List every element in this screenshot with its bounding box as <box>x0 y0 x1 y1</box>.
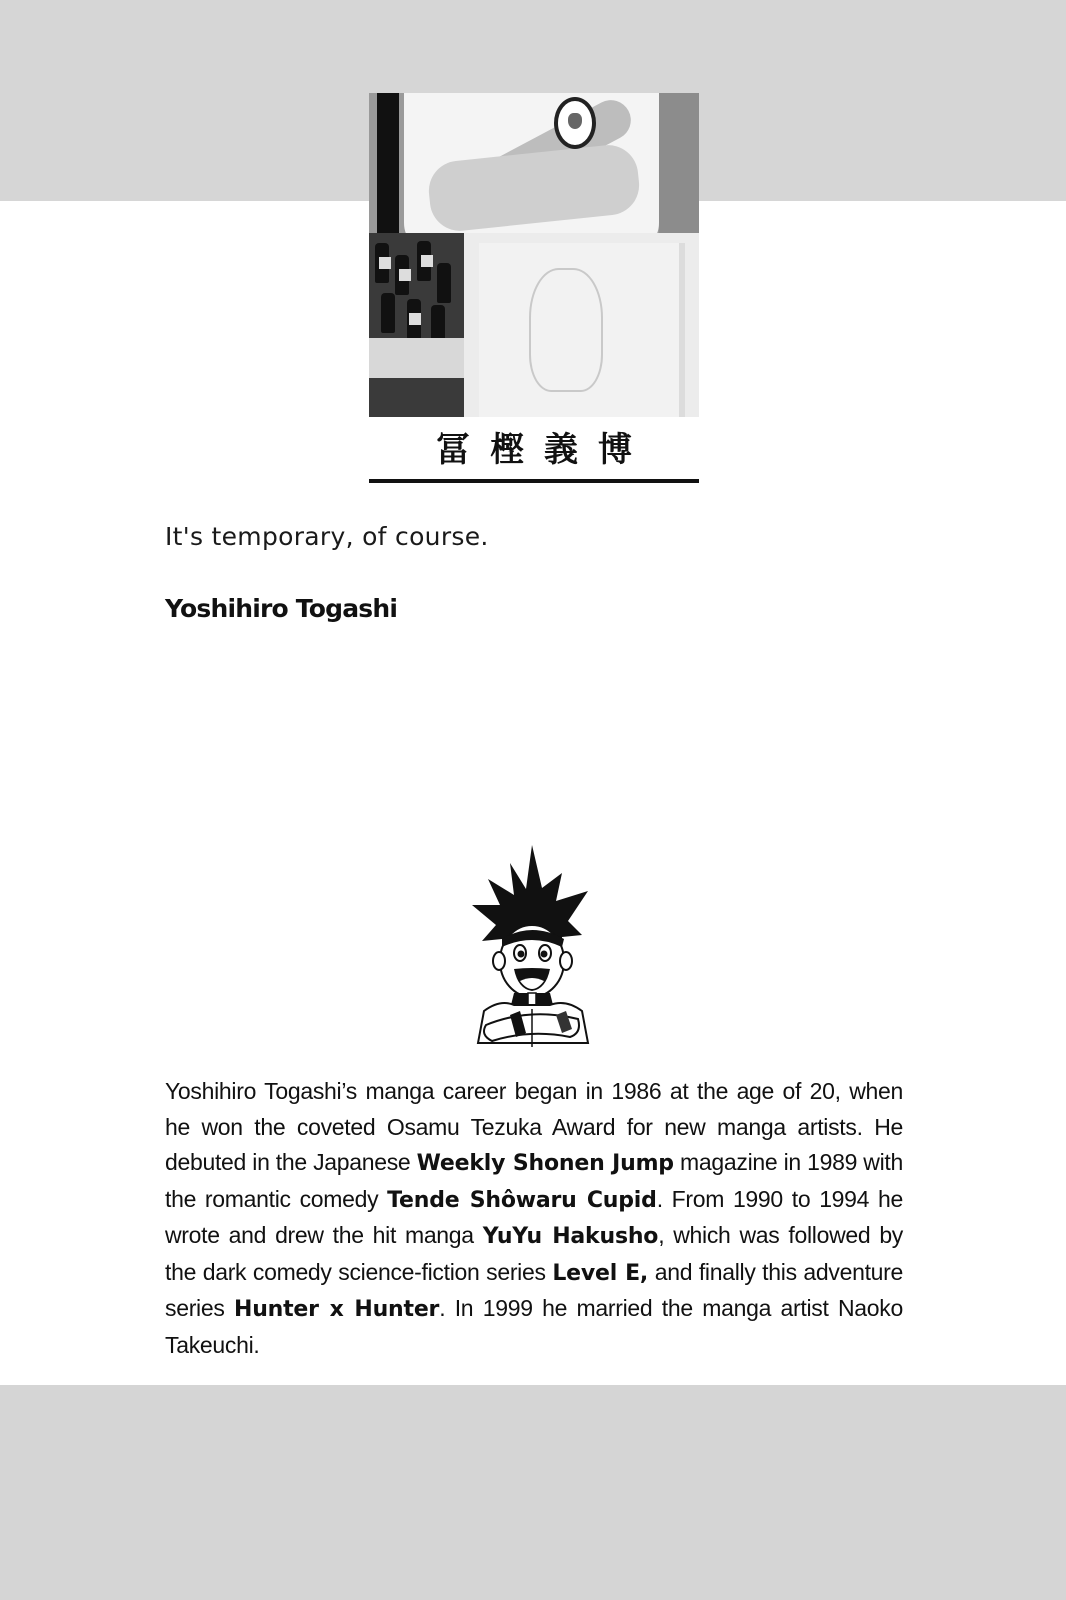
shirt-logo-icon <box>554 97 596 149</box>
bio-text: magazine in 1989 with the romantic comedy <box>165 1149 904 1212</box>
bio-text: . From 1990 to 1994 he wrote and drew the hit manga <box>165 1185 903 1248</box>
title-underline <box>369 479 699 483</box>
bio-text: , which was followed by the dark comedy science-fiction series <box>165 1222 904 1285</box>
bio-title-level-e: Level E, <box>552 1260 649 1286</box>
author-name-japanese: 冨樫義博 <box>436 430 652 470</box>
author-photo <box>369 93 699 417</box>
author-comment: It's temporary, of course. <box>165 522 489 551</box>
ink-bottle-box <box>369 233 464 417</box>
bio-title-tende-showaru-cupid: Tende Shôwaru Cupid <box>387 1187 657 1213</box>
bio-text: . In 1999 he married the manga artist Naoko Takeuchi. <box>165 1295 903 1358</box>
bottom-gray-band <box>0 1385 1066 1600</box>
author-biography <box>165 1074 903 1363</box>
bio-text: Yoshihiro Togashi’s manga career began in 1986 at the age of 20, when he won the coveted Osamu Tezuka Award for new manga artists. He debuted in the Japanese <box>165 1078 903 1175</box>
bio-title-hunter-x-hunter: Hunter x Hunter <box>233 1297 440 1322</box>
bio-title-yuyu-hakusho: YuYu Hakusho <box>482 1224 659 1249</box>
author-signature: Yoshihiro Togashi <box>165 594 398 623</box>
bio-text: and finally this adventure series <box>165 1258 903 1321</box>
character-illustration <box>470 843 595 1048</box>
bio-title-weekly-shonen-jump: Weekly Shonen Jump <box>416 1151 674 1176</box>
box-front <box>369 338 464 378</box>
pencil-sketch <box>529 268 603 392</box>
